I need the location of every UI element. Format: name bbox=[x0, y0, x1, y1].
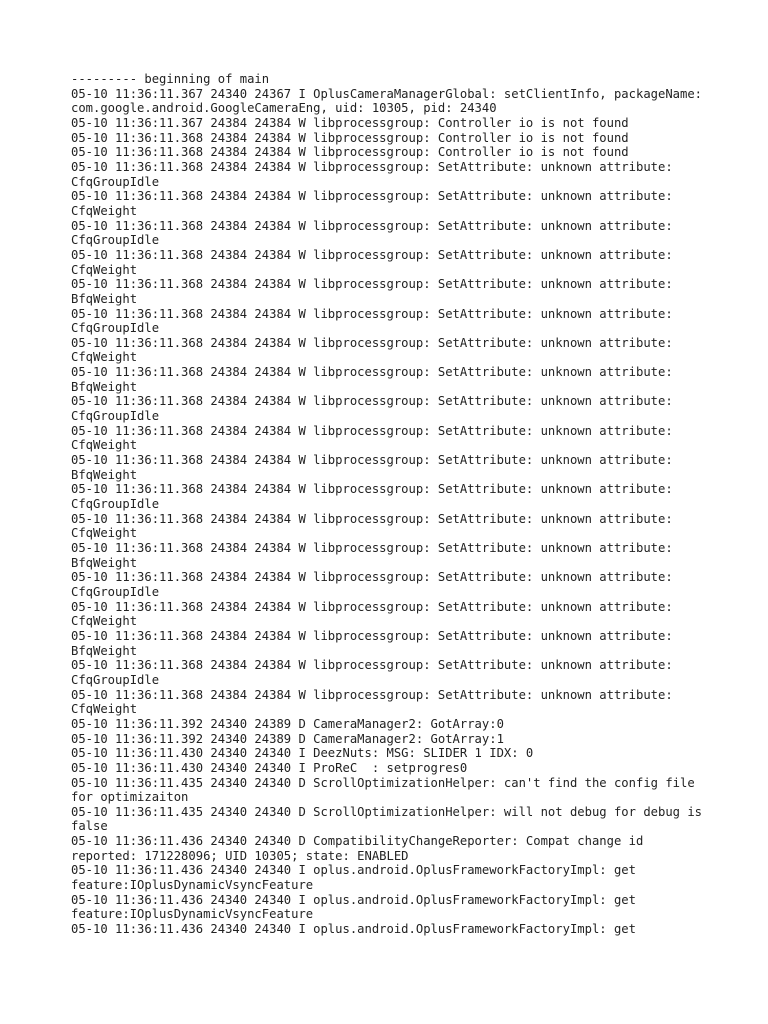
log-line: 05-10 11:36:11.368 24384 24384 W libprocessgroup: SetAttribute: unknown attribute: BfqWeight bbox=[71, 628, 681, 658]
log-line: 05-10 11:36:11.430 24340 24340 I ProReC : setprogres0 bbox=[71, 760, 468, 775]
log-line: 05-10 11:36:11.368 24384 24384 W libprocessgroup: SetAttribute: unknown attribute: BfqWeight bbox=[71, 541, 681, 570]
log-line: 05-10 11:36:11.368 24384 24384 W libprocessgroup: SetAttribute: unknown attribute: CfqWeight bbox=[71, 335, 681, 365]
log-line: 05-10 11:36:11.368 24384 24384 W libprocessgroup: SetAttribute: unknown attribute: CfqGroupIdle bbox=[71, 306, 681, 336]
log-line: 05-10 11:36:11.368 24384 24384 W libprocessgroup: SetAttribute: unknown attribute: CfqWeight bbox=[71, 599, 681, 629]
log-line: 05-10 11:36:11.368 24384 24384 W libprocessgroup: SetAttribute: unknown attribute: BfqWeight bbox=[71, 453, 681, 482]
log-line: 05-10 11:36:11.435 24340 24340 D ScrollOptimizationHelper: will not debug for debug is false bbox=[71, 804, 710, 834]
log-line: 05-10 11:36:11.368 24384 24384 W libprocessgroup: SetAttribute: unknown attribute: CfqGroupIdle bbox=[71, 570, 681, 599]
log-line: 05-10 11:36:11.436 24340 24340 D CompatibilityChangeReporter: Compat change id reported: 171228096; UID 10305; state: ENABLED bbox=[71, 834, 651, 863]
log-line: --------- beginning of main bbox=[71, 72, 270, 86]
log-line: 05-10 11:36:11.368 24384 24384 W libprocessgroup: SetAttribute: unknown attribute: CfqGroupIdle bbox=[71, 658, 681, 687]
log-line: 05-10 11:36:11.436 24340 24340 I oplus.android.OplusFrameworkFactoryImpl: get feature:IOplusDynamicVsyncFeature bbox=[71, 892, 644, 922]
log-line: 05-10 11:36:11.430 24340 24340 I DeezNuts: MSG: SLIDER 1 IDX: 0 bbox=[71, 746, 534, 761]
log-line: 05-10 11:36:11.367 24384 24384 W libprocessgroup: Controller io is not found bbox=[71, 115, 629, 130]
log-line: 05-10 11:36:11.368 24384 24384 W libprocessgroup: SetAttribute: unknown attribute: CfqGroupIdle bbox=[71, 394, 681, 424]
log-line: 05-10 11:36:11.368 24384 24384 W libprocessgroup: SetAttribute: unknown attribute: CfqWeight bbox=[71, 423, 681, 453]
log-line: 05-10 11:36:11.368 24384 24384 W libprocessgroup: SetAttribute: unknown attribute: CfqWeight bbox=[71, 247, 681, 277]
log-output bbox=[71, 72, 711, 937]
log-line: 05-10 11:36:11.367 24340 24367 I OplusCameraManagerGlobal: setClientInfo, packageName: com.google.android.GoogleCameraEng, uid: 10305, pid: 24340 bbox=[71, 86, 710, 116]
log-line: 05-10 11:36:11.392 24340 24389 D CameraManager2: GotArray:0 bbox=[71, 716, 504, 731]
log-line: 05-10 11:36:11.368 24384 24384 W libprocessgroup: SetAttribute: unknown attribute: BfqWeight bbox=[71, 365, 681, 394]
log-line: 05-10 11:36:11.368 24384 24384 W libprocessgroup: SetAttribute: unknown attribute: CfqWeight bbox=[71, 189, 681, 218]
log-line: 05-10 11:36:11.392 24340 24389 D CameraManager2: GotArray:1 bbox=[71, 731, 504, 746]
log-line: 05-10 11:36:11.436 24340 24340 I oplus.android.OplusFrameworkFactoryImpl: get feature:IOplusDynamicVsyncFeature bbox=[71, 863, 644, 893]
log-line: 05-10 11:36:11.435 24340 24340 D ScrollOptimizationHelper: can't find the config file for optimizaiton bbox=[71, 775, 703, 805]
log-line: 05-10 11:36:11.368 24384 24384 W libprocessgroup: SetAttribute: unknown attribute: CfqWeight bbox=[71, 687, 681, 717]
log-line: 05-10 11:36:11.436 24340 24340 I oplus.android.OplusFrameworkFactoryImpl: get bbox=[71, 922, 636, 937]
log-line: 05-10 11:36:11.368 24384 24384 W libprocessgroup: SetAttribute: unknown attribute: CfqGroupIdle bbox=[71, 159, 681, 189]
log-line: 05-10 11:36:11.368 24384 24384 W libprocessgroup: Controller io is not found bbox=[71, 145, 629, 160]
log-line: 05-10 11:36:11.368 24384 24384 W libprocessgroup: SetAttribute: unknown attribute: CfqGroupIdle bbox=[71, 218, 681, 248]
log-line: 05-10 11:36:11.368 24384 24384 W libprocessgroup: Controller io is not found bbox=[71, 130, 629, 145]
log-line: 05-10 11:36:11.368 24384 24384 W libprocessgroup: SetAttribute: unknown attribute: CfqWeight bbox=[71, 511, 681, 541]
log-line: 05-10 11:36:11.368 24384 24384 W libprocessgroup: SetAttribute: unknown attribute: BfqWeight bbox=[71, 277, 681, 306]
log-line: 05-10 11:36:11.368 24384 24384 W libprocessgroup: SetAttribute: unknown attribute: CfqGroupIdle bbox=[71, 482, 681, 512]
